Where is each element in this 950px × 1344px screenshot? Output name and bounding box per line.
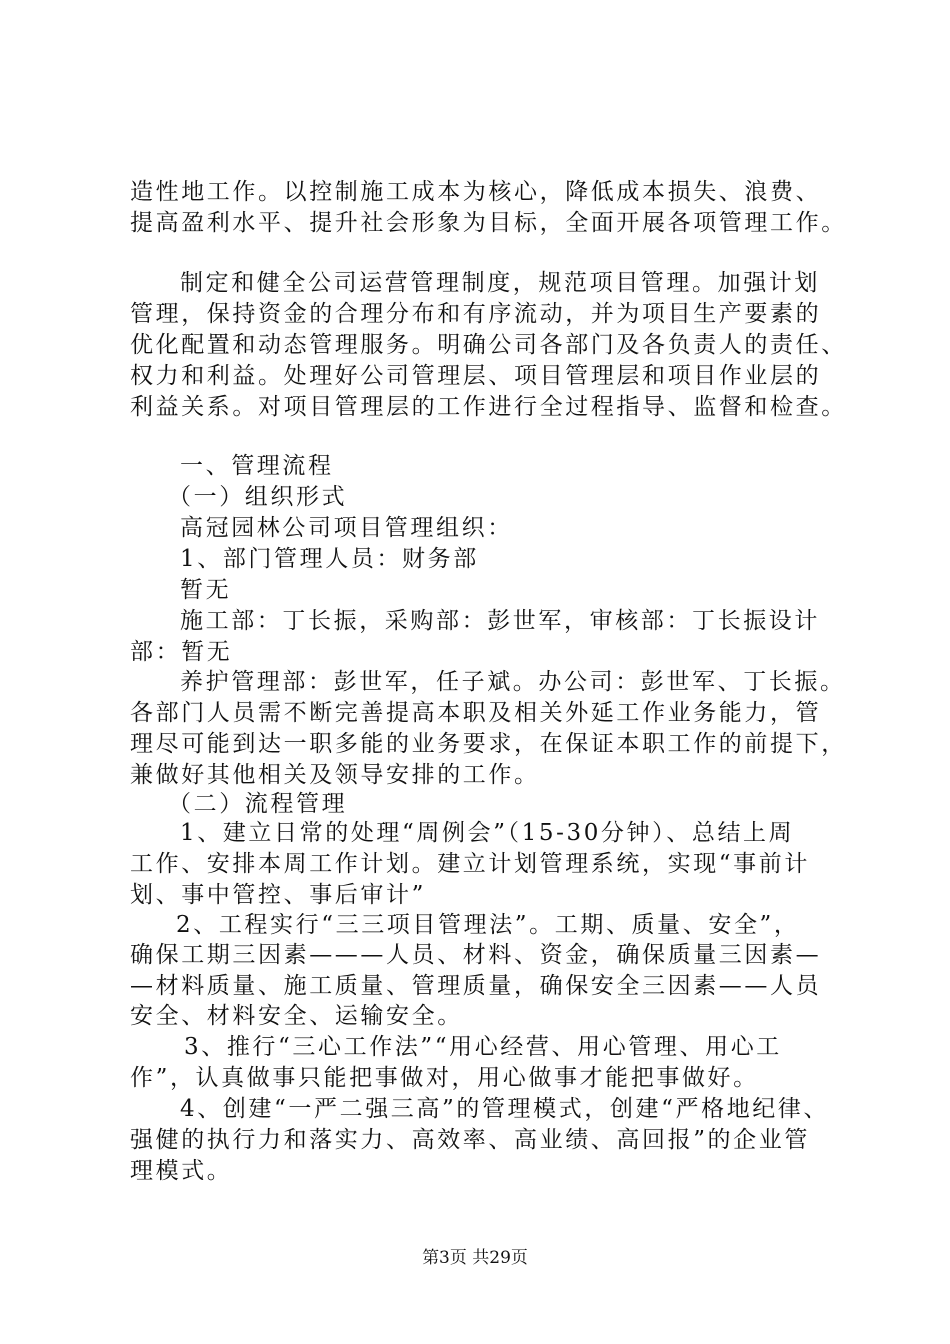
text-line: 安全、材料安全、运输安全。 <box>130 1003 463 1029</box>
text-line: 施工部：丁长振，采购部：彭世军，审核部：丁长振设计 <box>180 608 820 634</box>
text-line: 理尽可能到达一职多能的业务要求，在保证本职工作的前提下， <box>130 731 847 757</box>
text-line: 划、事中管控、事后审计” <box>130 882 426 908</box>
text-line: 部：暂无 <box>130 639 233 665</box>
text-line: 强健的执行力和落实力、高效率、高业绩、高回报”的企业管 <box>130 1127 810 1153</box>
subsection-heading: （一）组织形式 <box>168 484 348 510</box>
text-line: 各部门人员需不断完善提高本职及相关外延工作业务能力，管 <box>130 700 822 726</box>
text-line: 3、推行“三心工作法”“用心经营、用心管理、用心工 <box>184 1034 782 1060</box>
text-line: 高冠园林公司项目管理组织： <box>180 515 513 541</box>
subsection-heading: （二）流程管理 <box>168 791 348 817</box>
text-line: 权力和利益。处理好公司管理层、项目管理层和项目作业层的 <box>130 363 822 389</box>
text-line: 兼做好其他相关及领导安排的工作。 <box>130 762 540 788</box>
text-line: 1、建立日常的处理“周例会”（15-30分钟）、总结上周 <box>180 820 795 846</box>
text-line: 确保工期三因素———人员、材料、资金，确保质量三因素— <box>130 942 822 968</box>
text-line: 理模式。 <box>130 1158 233 1184</box>
text-line: 4、创建“一严二强三高”的管理模式，创建“严格地纪律、 <box>180 1096 830 1122</box>
text-line: 工作、安排本周工作计划。建立计划管理系统，实现“事前计 <box>130 851 810 877</box>
text-line: 制定和健全公司运营管理制度，规范项目管理。加强计划 <box>180 270 820 296</box>
text-line: 造性地工作。以控制施工成本为核心，降低成本损失、浪费、 <box>130 179 822 205</box>
text-line: 提高盈利水平、提升社会形象为目标，全面开展各项管理工作。 <box>130 210 847 236</box>
text-line: 管理，保持资金的合理分布和有序流动，并为项目生产要素的 <box>130 301 822 327</box>
section-heading: 一、管理流程 <box>180 453 334 479</box>
text-line: 2、工程实行“三三项目管理法”。工期、质量、安全”， <box>176 912 800 938</box>
text-line: 利益关系。对项目管理层的工作进行全过程指导、监督和检查。 <box>130 394 847 420</box>
text-line: —材料质量、施工质量、管理质量，确保安全三因素——人员 <box>130 973 822 999</box>
text-line: 作”，认真做事只能把事做对，用心做事才能把事做好。 <box>130 1065 759 1091</box>
text-line: 养护管理部：彭世军，任子斌。办公司：彭世军、丁长振。 <box>180 669 846 695</box>
text-line: 暂无 <box>180 577 232 603</box>
page-number: 第3页 共29页 <box>422 1248 528 1268</box>
text-line: 优化配置和动态管理服务。明确公司各部门及各负责人的责任、 <box>130 332 847 358</box>
text-line: 1、部门管理人员：财务部 <box>180 546 479 572</box>
